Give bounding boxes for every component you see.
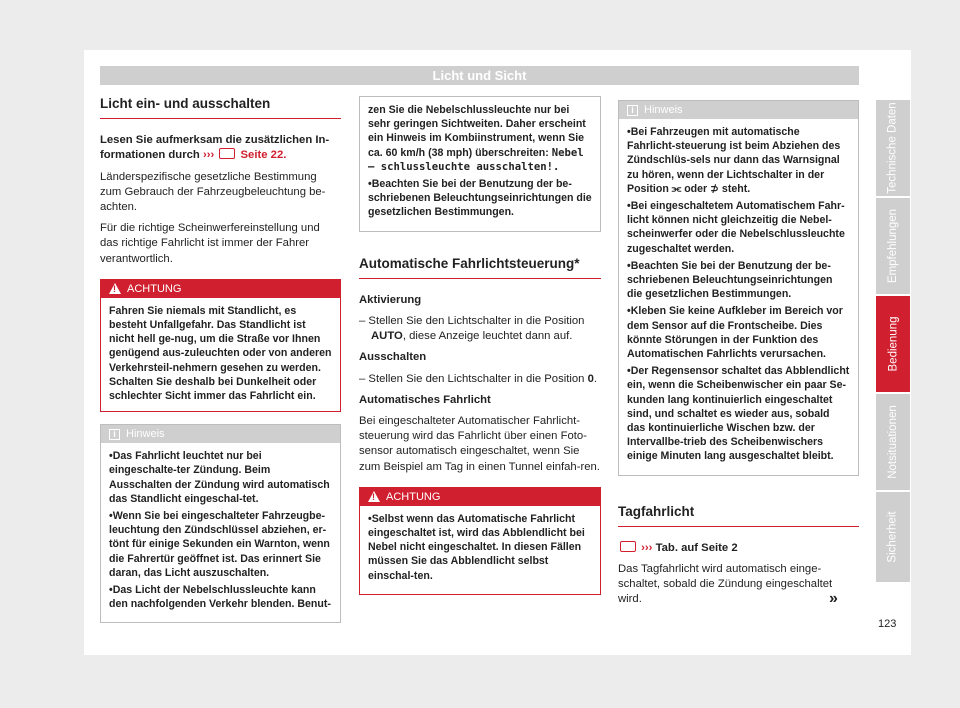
tab-empfehlungen[interactable] — [876, 198, 910, 294]
column-3 — [618, 96, 859, 614]
step-text-end: , diese Anzeige leuchtet dann auf. — [402, 330, 573, 343]
paragraph-tagfahrlicht: Das Tagfahrlicht wird automatisch einge-schaltet, sobald die Zündung eingeschaltet wird. — [618, 563, 833, 606]
warning-icon — [368, 491, 380, 502]
list-item: • Wenn Sie bei eingeschalteter Fahrzeugbe-leuchtung den Zündschlüssel abziehen, er-tönt für einige Sekunden ein Warnton, wenn die Fahrertür geöffnet ist. Das erinnert Sie daran, das Licht auszuschalten. — [109, 509, 332, 580]
note-body-continued — [360, 97, 600, 231]
tab-technische-daten[interactable] — [876, 100, 910, 196]
note-body — [101, 443, 340, 622]
tab-sicherheit[interactable] — [876, 492, 910, 582]
tab-label: Bedienung — [887, 316, 899, 372]
book-icon — [620, 541, 636, 552]
column-2 — [359, 96, 601, 607]
note-continued-text — [368, 103, 592, 174]
note-body — [619, 119, 858, 475]
list-item: • Selbst wenn das Automatische Fahrlicht eingeschaltet ist, wird das Abblendlicht bei Nebel nicht eingeschaltet. In diesen Fällen müssen Sie das Abblendlicht selbst einschal-ten. — [368, 512, 592, 583]
tab-notsituationen[interactable] — [876, 394, 910, 490]
step-aktivierung — [359, 314, 601, 344]
table-reference — [618, 541, 859, 556]
section-header: Licht und Sicht — [100, 66, 859, 85]
page-number: 123 — [878, 618, 897, 630]
warning-title: ACHTUNG — [386, 490, 441, 503]
auto-symbol: AUTO — [371, 330, 403, 343]
tab-label: Technische Daten — [887, 102, 900, 194]
list-item: • Bei eingeschaltetem Automatischem Fahr-licht können nicht gleichzeitig die Nebel-scheinwerfer oder die Nebelschlussleuchte zugeschaltet werden. — [627, 199, 850, 256]
warning-body: Fahren Sie niemals mit Standlicht, es besteht Unfallgefahr. Das Standlicht ist nicht hell ge-nug, um die Straße vor Ihnen genügend aus-zuleuchten oder von anderen Verkehrsteil-nehmern gesehen zu werden. Schalten Sie deshalb bei Dunkelheit oder schlechter Sicht immer das Fahrlicht ein. — [109, 304, 332, 403]
intro-text-bold: Lesen Sie aufmerksam die zusätzlichen In-formationen durch — [100, 134, 330, 162]
warning-body — [360, 506, 600, 594]
note-header — [101, 425, 340, 443]
info-icon: i — [627, 105, 638, 116]
subheading-ausschalten: Ausschalten — [359, 351, 427, 364]
paragraph-automatisches-fahrlicht: Bei eingeschalteter Automatischer Fahrlicht-steuerung wird das Fahrlicht über einen Foto-sensor automatisch eingeschaltet, wenn Sie zum Beispiel am Tag in einen Tunnel einfah-ren. — [359, 415, 600, 473]
paragraph-2: Für die richtige Scheinwerfereinstellung und das richtige Fahrlicht ist immer der Fahrer verantwortlich. — [100, 222, 320, 265]
note-title: Hinweis — [644, 104, 683, 116]
note-box-continued — [359, 96, 601, 232]
info-icon: i — [109, 429, 120, 440]
list-item: • Bei Fahrzeugen mit automatische Fahrlicht-steuerung ist beim Abziehen des Zündschlüs-sels nur dann das Warnsignal zu hören, wenn der Lichtschalter in der Position ⫘ oder ⊅ steht. — [627, 125, 850, 196]
heading-automatische-fahrlichtsteuerung: Automatische Fahrlichtsteuerung* — [359, 256, 601, 279]
arrows-icon: ››› — [202, 149, 215, 162]
step-text-end: . — [593, 372, 598, 385]
note-box — [100, 424, 341, 623]
heading-tagfahrlicht: Tagfahrlicht — [618, 504, 859, 527]
warning-header — [360, 488, 600, 506]
list-item: • Beachten Sie bei der Benutzung der be-schriebenen Beleuchtungseinrichtungen die gesetzlichen Bestimmungen. — [368, 177, 592, 220]
column-1 — [100, 96, 341, 635]
tab-label: Notsituationen — [887, 405, 899, 479]
list-item: • Beachten Sie bei der Benutzung der be-schriebenen Beleuchtungseinrichtungen die gesetzlichen Bestimmungen. — [627, 259, 850, 302]
warning-title: ACHTUNG — [127, 282, 182, 295]
heading-licht-ein-aus: Licht ein- und ausschalten — [100, 96, 341, 119]
tab-label: Empfehlungen — [887, 208, 900, 284]
page-reference-link[interactable]: Seite 22. — [240, 149, 287, 162]
subheading-aktivierung: Aktivierung — [359, 293, 422, 306]
warning-box — [359, 487, 601, 595]
step-text: Stellen Sie den Lichtschalter in die Position — [368, 372, 585, 385]
list-item: • Das Licht der Nebelschlussleuchte kann den nachfolgenden Verkehr blenden. Benut- — [109, 583, 332, 611]
note-box — [618, 100, 859, 476]
warning-icon — [109, 283, 121, 294]
warning-header — [101, 280, 340, 298]
list-item: • Der Regensensor schaltet das Abblendlicht ein, wenn die Scheibenwischer ein paar Se-kunden lang kontinuierlich eingeschaltet sind, und schaltet es wieder aus, sobald das kontinuierliche Wischen bzw. der Intervallbe-trieb des Scheibenwischers einige Minuten lang ausgeschaltet bleibt. — [627, 364, 850, 463]
note-title: Hinweis — [126, 428, 165, 441]
tab-bedienung[interactable] — [876, 296, 910, 392]
warning-box — [100, 279, 341, 412]
subheading-automatisches-fahrlicht: Automatisches Fahrlicht — [359, 393, 491, 406]
zero-symbol: 0 — [587, 372, 594, 385]
list-item: • Kleben Sie keine Aufkleber im Bereich vor dem Sensor auf die Frontscheibe. Dies könnte Störungen in der Funktion des Automatischen Fahrlichts verursachen. — [627, 304, 850, 361]
list-item: • Das Fahrlicht leuchtet nur bei eingeschalte-ter Zündung. Beim Ausschalten der Zündung wird automatisch das Standlicht eingeschal-tet. — [109, 449, 332, 506]
note-header — [619, 101, 858, 119]
tab-label: Sicherheit — [887, 511, 900, 563]
step-text: Stellen Sie den Lichtschalter in die Position — [368, 315, 585, 328]
continue-icon: » — [829, 590, 838, 607]
intro-text — [100, 133, 341, 163]
display-message: Nebel – schlussleuchte ausschalten!. — [368, 146, 584, 173]
table-reference-link[interactable]: Tab. auf Seite 2 — [655, 541, 738, 554]
arrows-icon: ››› — [641, 541, 653, 554]
note-continued-part: zen Sie die Nebelschlussleuchte nur bei sehr geringen Sichtweiten. Daher erscheint ein Hinweis im Kombiinstrument, wenn Sie ca. 60 km/h (38 mph) überschreiten: — [368, 104, 586, 159]
paragraph-1: Länderspezifische gesetzliche Bestimmung zum Gebrauch der Fahrzeugbeleuchtung be-achten. — [100, 170, 326, 214]
step-ausschalten — [359, 372, 601, 387]
book-icon — [219, 148, 235, 159]
